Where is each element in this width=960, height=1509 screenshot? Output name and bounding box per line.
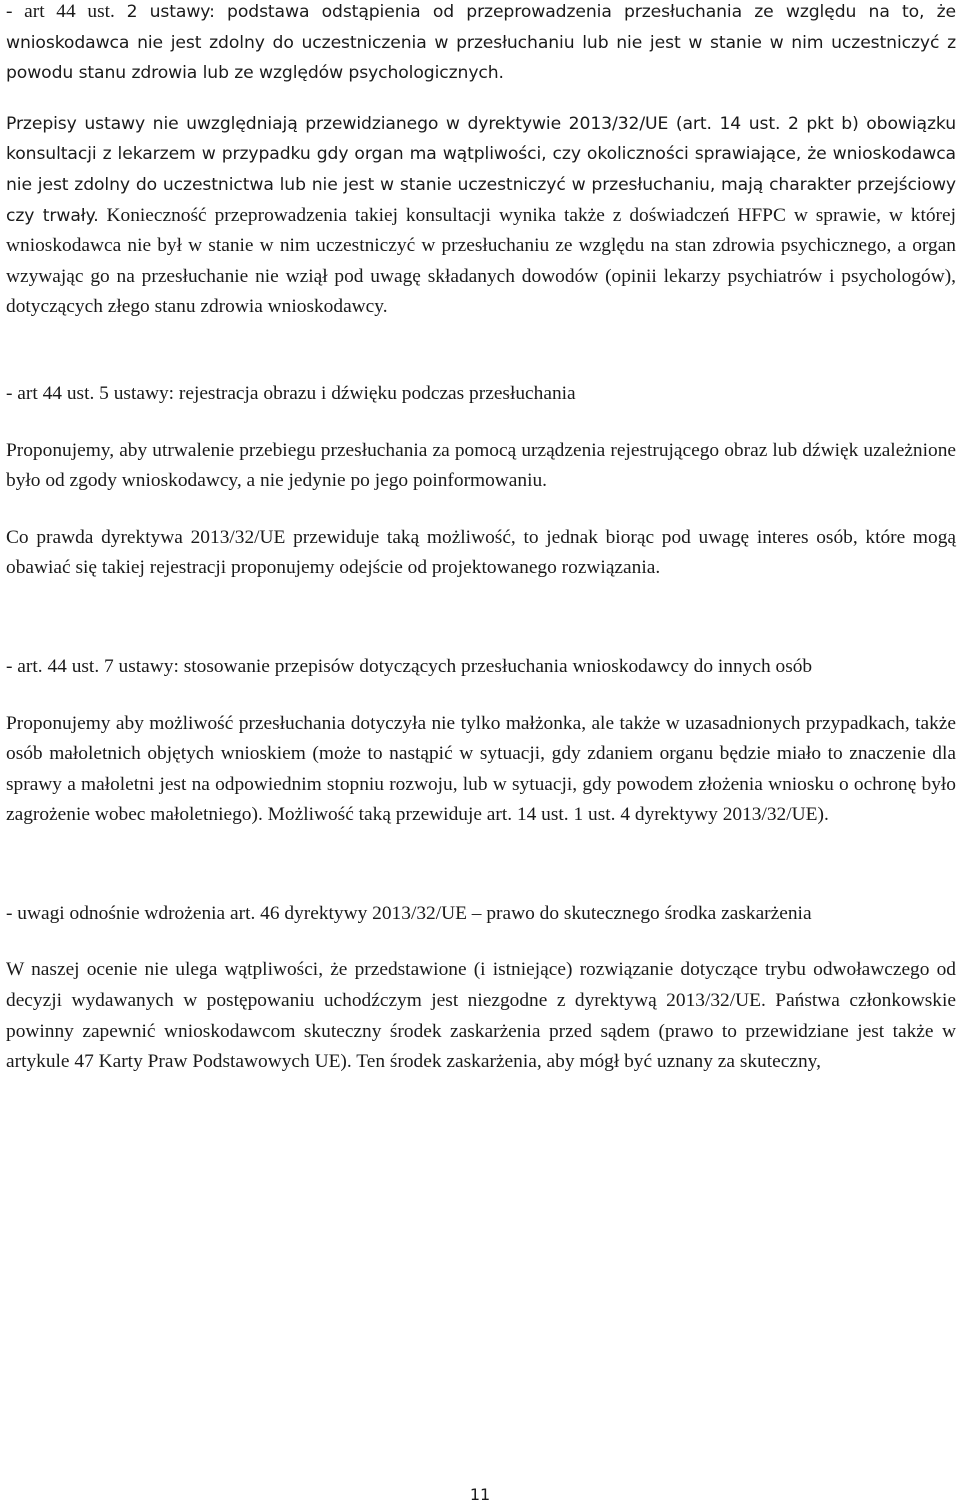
page-number: 11 xyxy=(469,1485,491,1504)
paragraph-effective-remedy: W naszej ocenie nie ulega wątpliwości, że przedstawione (i istniejące) rozwiązanie dotyczące trybu odwoławczego od decyzji wydawanych w postępowaniu uchodźczym jest niezgodne z dyrektywą 2013/32/UE. Państwa członkowskie powinny zapewnić wnioskodawcom skuteczny środek zaskarżenia przed sądem (prawo to przewidziane jest także w artykule 47 Karty Praw Podstawowych UE). Ten środek zaskarżenia, aby mógł być uznany za skuteczny, xyxy=(6,959,956,1073)
paragraph-consultation-sans: Przepisy ustawy nie uwzględniają przewidzianego w dyrektywie 2013/32/UE (art. 14 ust. 2 pkt b) obowiązku konsultacji z lekarzem w przypadku gdy organ ma wątpliwości, czy okoliczności sprawiające, że wnioskodawca nie jest zdolny do uczestnictwa lub nie jest w stanie uczestniczyć w przesłuchaniu, mają charakter przejściowy czy trwały. xyxy=(6,113,956,226)
section-heading-art44-ust7: - art. 44 ust. 7 ustawy: stosowanie przepisów dotyczących przesłuchania wnioskodawcy do innych osób xyxy=(6,655,813,677)
paragraph-recording-consent: Proponujemy, aby utrwalenie przebiegu przesłuchania za pomocą urządzenia rejestrującego obraz lub dźwięk uzależnione było od zgody wnioskodawcy, a nie jedynie po jego poinformowaniu. xyxy=(6,439,956,492)
section-heading-art46: - uwagi odnośnie wdrożenia art. 46 dyrektywy 2013/32/UE – prawo do skutecznego środka zaskarżenia xyxy=(6,902,812,924)
paragraph-minors-hearing: Proponujemy aby możliwość przesłuchania dotyczyła nie tylko małżonka, ale także w uzasadnionych przypadkach, także osób małoletnich objętych wnioskiem (może to nastąpić w sytuacji, gdy zdaniem organu będzie miało to znaczenie dla sprawy a małoletni jest na odpowiednim stopniu rozwoju, lub w sytuacji, gdy powodem złożenia wniosku o ochronę było zagrożenie wobec małoletniego). Możliwość taką przewiduje art. 14 ust. 1 ust. 4 dyrektywy 2013/32/UE). xyxy=(6,712,956,826)
paragraph-recording-directive: Co prawda dyrektywa 2013/32/UE przewiduje taką możliwość, to jednak biorąc pod uwagę interes osób, które mogą obawiać się takiej rejestracji proponujemy odejście od projektowanego rozwiązania. xyxy=(6,526,956,579)
section-heading-art44-ust2 xyxy=(6,0,956,89)
section-heading-art44-ust5: - art 44 ust. 5 ustawy: rejestracja obrazu i dźwięku podczas przesłuchania xyxy=(6,382,576,404)
document-page xyxy=(6,0,956,1078)
heading-prefix: - art 44 ust. xyxy=(6,1,127,22)
paragraph-consultation-serif: Konieczność przeprowadzenia takiej konsultacji wynika także z doświadczeń HFPC w sprawie, w której wnioskodawca nie był w stanie w nim uczestniczyć w przesłuchaniu ze względu na stan zdrowia psychicznego, a organ wzywając go na przesłuchanie nie wziął pod uwagę składanych dowodów (opinii lekarzy psychiatrów i psychologów), dotyczących złego stanu zdrowia wnioskodawcy. xyxy=(6,204,957,318)
heading-text: 2 ustawy: podstawa odstąpienia od przeprowadzenia przesłuchania ze względu na to, że wnioskodawca nie jest zdolny do uczestniczenia w przesłuchaniu lub nie jest w stanie w nim uczestniczyć z powodu stanu zdrowia lub ze względów psychologicznych. xyxy=(6,2,956,84)
paragraph-consultation xyxy=(6,109,956,323)
